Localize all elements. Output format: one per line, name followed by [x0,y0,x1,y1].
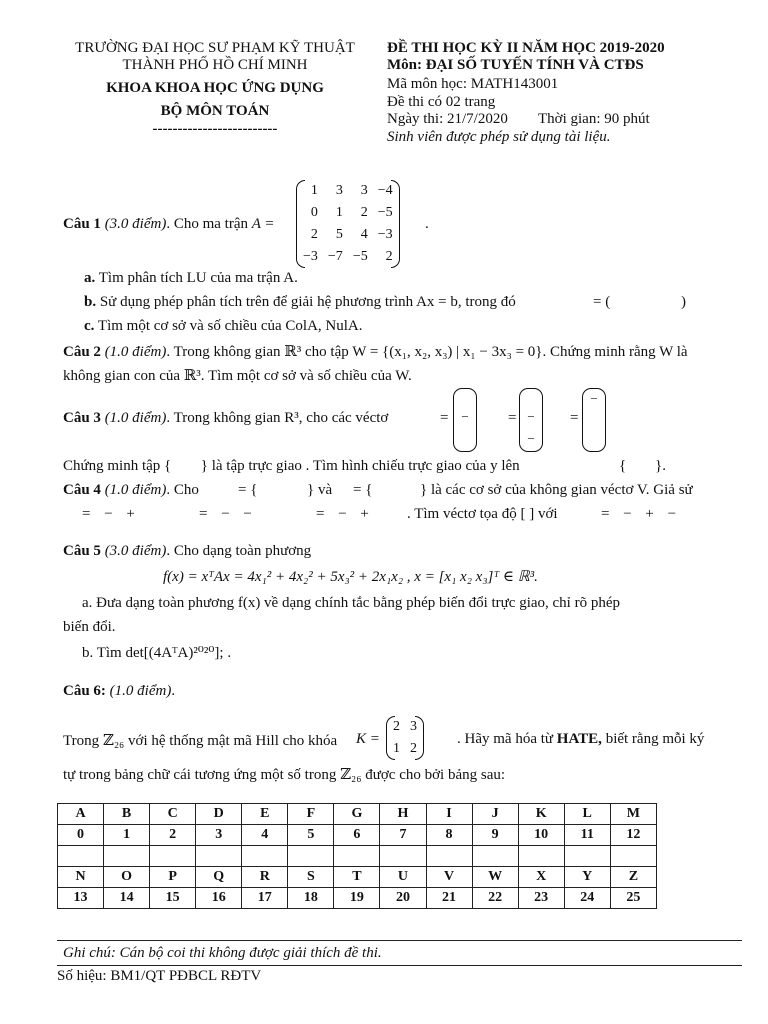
q3-eq1: = [440,410,449,426]
table-gap-cell [564,846,610,867]
table-gap-cell [196,846,242,867]
q1-a-text: Tìm phân tích LU của ma trận A. [98,270,298,286]
q2-line1 [63,342,688,361]
matrix-a-entry: 2 [310,227,318,242]
q4-line2-b: = − − [199,506,252,522]
q1-text: . Cho ma trận [166,216,248,232]
letter-row-cell: P [150,867,196,888]
q3-points: (1.0 điểm) [104,410,167,426]
q6-heading [63,683,175,700]
table-gap-cell [472,846,518,867]
number-row-cell: 13 [58,888,104,909]
q1-part-b [84,294,516,311]
table-gap-cell [242,846,288,867]
q1-end: . [425,216,429,232]
table-gap-cell [58,846,104,867]
letter-row-cell: R [242,867,288,888]
letter-row-cell: Z [610,867,656,888]
letter-row-cell: F [288,804,334,825]
letter-row-cell: J [472,804,518,825]
q3-vector-1 [453,388,477,452]
q6-end: . [171,683,176,699]
table-gap-cell [334,846,380,867]
matrix-a-entry: 3 [360,183,368,198]
letter-row-cell: N [58,867,104,888]
number-row-cell: 19 [334,888,380,909]
letter-row-cell: I [426,804,472,825]
q6-points: (1.0 điểm) [109,683,172,699]
letter-row-cell: X [518,867,564,888]
q4-points: (1.0 điểm) [104,482,167,498]
table-gap-cell [104,846,150,867]
q4-line1 [63,482,199,499]
q1-part-c [84,318,362,335]
number-row-cell: 5 [288,825,334,846]
q1-c-text: Tìm một cơ sở và số chiều của ColA, NulA. [97,318,363,334]
q5-part-a-line2: biến đổi. [63,619,116,635]
matrix-a-entry: 2 [385,249,393,264]
table-gap-cell [380,846,426,867]
number-row-cell: 17 [242,888,288,909]
q6-text1-c: biết rằng mỗi ký [605,731,705,747]
table-gap-cell [610,846,656,867]
q1-b-text: Sử dụng phép phân tích trên để giải hệ phương trình Ax = b, trong đó [99,294,516,310]
letter-row-cell: V [426,867,472,888]
q1-part-a [84,270,298,287]
number-row-cell: 25 [610,888,656,909]
letter-row-cell: K [518,804,564,825]
number-row-cell: 9 [472,825,518,846]
number-row-cell: 22 [472,888,518,909]
matrix-a-row [298,180,398,202]
q1-b-label: b. [84,294,97,310]
q6-text1-b-pre: . Hãy mã hóa từ [457,731,554,747]
letter-row-cell: L [564,804,610,825]
number-row [58,825,657,846]
key-right-paren [415,716,424,760]
q1-c-label: c. [84,318,95,334]
letter-row-cell: U [380,867,426,888]
q4-line2-c: = − + [316,506,369,522]
table-gap-cell [426,846,472,867]
letter-row-cell: Y [564,867,610,888]
q6-label: Câu 6: [63,683,106,699]
letter-row-cell: Q [196,867,242,888]
number-row-cell: 21 [426,888,472,909]
q2-points: (1.0 điểm) [104,344,167,360]
matrix-a-entry: 1 [310,183,318,198]
matrix-a-entry: −3 [377,227,393,242]
number-row-cell: 6 [334,825,380,846]
letter-row [58,804,657,825]
exam-subject: Môn: ĐẠI SỐ TUYẾN TÍNH VÀ CTĐS [387,57,644,73]
number-row-cell: 4 [242,825,288,846]
letter-row-cell: G [334,804,380,825]
letter-row-cell: M [610,804,656,825]
q2-line2: không gian con của ℝ³. Tìm một cơ sở và số chiều của W. [63,368,412,384]
course-code: Mã môn học: MATH143001 [387,76,559,92]
university-name-line2: THÀNH PHỐ HỒ CHÍ MINH [122,57,308,73]
letter-row-cell: T [334,867,380,888]
q5-part-b: b. Tìm det[(4AᵀA)²⁰²⁰]; . [82,645,232,661]
q1-var: A = [251,216,275,232]
matrix-a-entry: 1 [335,205,343,220]
number-row-cell: 14 [104,888,150,909]
q2-label: Câu 2 [63,344,101,360]
q3-label: Câu 3 [63,410,101,426]
q3-eq2: = [508,410,517,426]
matrix-a [298,180,398,268]
footer-note: Ghi chú: Cán bộ coi thi không được giải thích đề thi. [63,945,382,961]
q4-text-c: } và [307,482,333,498]
matrix-k-entry: 3 [410,719,417,734]
number-row-cell: 1 [104,825,150,846]
q1-intro [63,216,275,233]
matrix-a-row [298,224,398,246]
matrix-a-entry: 0 [310,205,318,220]
q6-text2: tự trong bảng chữ cái tương ứng một số trong ℤ₂₆ được cho bởi bảng sau: [63,767,506,783]
table-gap-cell [150,846,196,867]
exam-duration: Thời gian: 90 phút [538,111,650,127]
letter-row-cell: S [288,867,334,888]
letter-row-cell: B [104,804,150,825]
q4-line2-a: = − + [82,506,135,522]
q3-line2-a: Chứng minh tập { [63,458,172,474]
number-row-cell: 11 [564,825,610,846]
matrix-a-entry: −5 [377,205,393,220]
number-row-cell: 18 [288,888,334,909]
q5-points: (3.0 điểm) [104,543,167,559]
number-row [58,888,657,909]
page-count: Đề thi có 02 trang [387,94,496,110]
matrix-a-entry: −4 [377,183,393,198]
matrix-a-entry: 2 [360,205,368,220]
number-row-cell: 10 [518,825,564,846]
number-row-cell: 12 [610,825,656,846]
faculty-name: KHOA KHOA HỌC ỨNG DỤNG [106,80,324,96]
matrix-a-entry: −5 [352,249,368,264]
number-row-cell: 2 [150,825,196,846]
number-row-cell: 15 [150,888,196,909]
q3-vector-2-minus-b: − [527,431,535,446]
q4-text-a: . Cho [166,482,199,498]
q3-text: . Trong không gian R³, cho các véctơ [166,410,389,426]
q4-text-b: = { [238,482,258,498]
header-separator: ------------------------- [152,121,278,137]
q6-key-var: K = [356,731,380,747]
q3-eq3: = [570,410,579,426]
letter-row [58,867,657,888]
q4-line2-d: . Tìm véctơ tọa độ [ ] với [407,506,558,522]
footer-top-rule [57,940,742,941]
matrix-k-entry: 2 [393,719,400,734]
department-name: BỘ MÔN TOÁN [160,103,270,119]
number-row-cell: 0 [58,825,104,846]
number-row-cell: 3 [196,825,242,846]
letter-row-cell: C [150,804,196,825]
number-row-cell: 24 [564,888,610,909]
q3-vector-3-minus: − [590,391,598,406]
matrix-left-paren [296,180,305,268]
letter-row-cell: D [196,804,242,825]
letter-row-cell: A [58,804,104,825]
q1-b-vector-close: ) [681,294,686,310]
q3-line2-b: } là tập trực giao . Tìm hình chiếu trực giao của y lên [200,458,520,474]
q5-label: Câu 5 [63,543,101,559]
matrix-k [388,716,422,760]
q4-text-d: = { [353,482,373,498]
q5-intro [63,543,311,560]
q5-formula: f(x) = xᵀAx = 4x₁² + 4x₂² + 5x₃² + 2x₁x₂ , x = [x₁ x₂ x₃]ᵀ ∈ ℝ³. [163,569,538,585]
q1-a-label: a. [84,270,96,286]
q6-text1-a: Trong ℤ₂₆ với hệ thống mật mã Hill cho khóa [63,733,338,749]
form-code: Số hiệu: BM1/QT PĐBCL RĐTV [57,968,262,984]
q3-vector-1-minus: − [461,409,469,424]
q3-intro [63,410,388,427]
number-row-cell: 16 [196,888,242,909]
matrix-a-row [298,202,398,224]
matrix-a-row [298,246,398,268]
q3-vector-3 [582,388,606,452]
q4-label: Câu 4 [63,482,101,498]
table-gap-cell [518,846,564,867]
letter-row-cell: W [472,867,518,888]
q1-points: (3.0 điểm) [104,216,167,232]
q3-vector-2-minus-a: − [527,409,535,424]
matrix-a-entry: 3 [335,183,343,198]
matrix-k-entry: 2 [410,741,417,756]
letter-row-cell: H [380,804,426,825]
q3-line2-brace-open: { [619,458,627,474]
exam-date: Ngày thi: 21/7/2020 [387,111,508,127]
number-row-cell: 7 [380,825,426,846]
number-row-cell: 8 [426,825,472,846]
number-row-cell: 20 [380,888,426,909]
table-gap-cell [288,846,334,867]
university-name-line1: TRƯỜNG ĐẠI HỌC SƯ PHẠM KỸ THUẬT [75,40,355,56]
alphabet-table [57,803,657,909]
matrix-a-entry: 4 [360,227,368,242]
q2-text1: . Trong không gian ℝ³ cho tập W = {(x₁, x₂, x₃) | x₁ − 3x₃ = 0}. Chứng minh rằng W là [166,344,688,360]
q3-line2 [63,458,520,475]
exam-title: ĐỀ THI HỌC KỲ II NĂM HỌC 2019-2020 [387,40,665,56]
q3-vector-2 [519,388,543,452]
q4-line2-e: = − + − [601,506,677,522]
q1-b-vector-open: = ( [593,294,611,310]
matrix-k-entry: 1 [393,741,400,756]
q5-part-a-line1: a. Đưa dạng toàn phương f(x) về dạng chính tắc bằng phép biến đổi trực giao, chỉ rõ phép [82,595,620,611]
q1-label: Câu 1 [63,216,101,232]
q4-text-e: } là các cơ sở của không gian véctơ V. Giả sử [420,482,693,498]
q5-text: . Cho dạng toàn phương [166,543,312,559]
q6-word: HATE, [556,731,602,747]
exam-note: Sinh viên được phép sử dụng tài liệu. [387,129,611,145]
table-gap-row [58,846,657,867]
matrix-a-entry: 5 [335,227,343,242]
matrix-a-entry: −7 [327,249,343,264]
q3-line2-brace-close: }. [655,458,666,474]
letter-row-cell: E [242,804,288,825]
letter-row-cell: O [104,867,150,888]
matrix-a-entry: −3 [303,249,318,264]
matrix-right-paren [391,180,400,268]
footer-bottom-rule [57,965,742,966]
q6-text1-b [457,731,704,748]
number-row-cell: 23 [518,888,564,909]
key-left-paren [386,716,395,760]
